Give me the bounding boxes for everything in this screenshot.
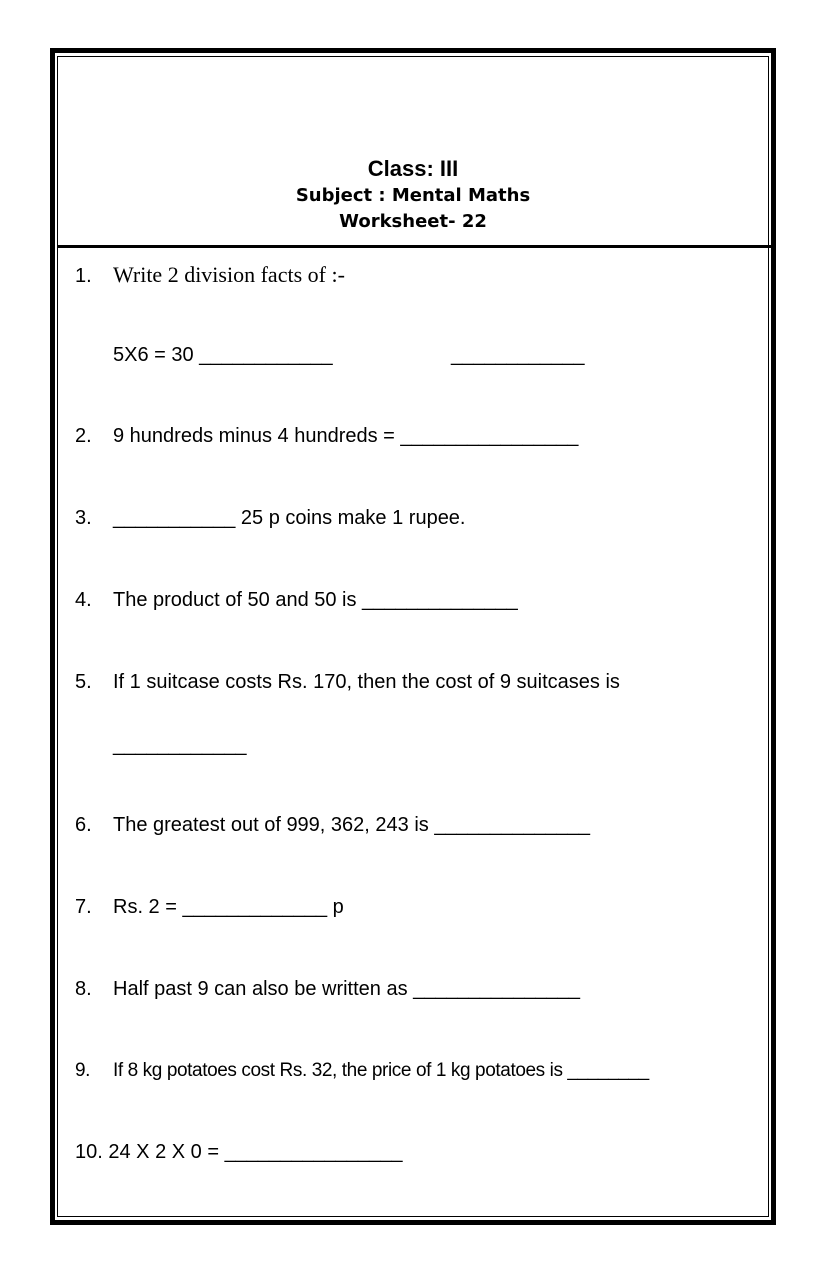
question-3: [75, 507, 466, 530]
question-number: 7.: [75, 896, 92, 918]
question-number: 9.: [75, 1060, 91, 1081]
question-4: [75, 589, 518, 612]
question-2: [75, 425, 578, 448]
question-text: ___________ 25 p coins make 1 rupee.: [113, 507, 466, 529]
answer-blank: ____________: [451, 344, 585, 366]
question-7: [75, 896, 344, 919]
class-title: Class: III: [367, 156, 459, 181]
subject-title: Subject : Mental Maths: [295, 185, 531, 206]
question-1: [75, 262, 345, 288]
answer-blank: 5X6 = 30 ____________: [113, 344, 333, 366]
question-10: [75, 1141, 403, 1164]
question-1-answer-line: [113, 344, 333, 367]
question-number: 5.: [75, 671, 92, 693]
question-text: If 1 suitcase costs Rs. 170, then the cost of 9 suitcases is: [113, 671, 620, 693]
question-text: 9 hundreds minus 4 hundreds = ________________: [113, 425, 579, 447]
question-text: Rs. 2 = _____________ p: [113, 896, 344, 918]
worksheet-header: [57, 155, 769, 235]
question-5: [75, 671, 620, 694]
question-5-answer-line: [113, 734, 246, 757]
question-number: 10.: [75, 1141, 103, 1163]
question-number: 4.: [75, 589, 92, 611]
question-1-answer-blank-2: [451, 344, 584, 367]
question-number: 3.: [75, 507, 92, 529]
question-text: Write 2 division facts of :-: [113, 262, 345, 287]
question-8: [75, 978, 580, 1001]
question-text: The product of 50 and 50 is ______________: [113, 589, 518, 611]
worksheet-number: Worksheet- 22: [339, 211, 487, 232]
header-divider: [57, 245, 775, 248]
question-text: Half past 9 can also be written as _______________: [113, 978, 581, 1000]
question-number: 2.: [75, 425, 92, 447]
question-text: 24 X 2 X 0 = ________________: [108, 1141, 403, 1163]
question-number: 8.: [75, 978, 92, 1000]
question-6: [75, 814, 590, 837]
question-text: The greatest out of 999, 362, 243 is ______________: [113, 814, 591, 836]
question-number: 1.: [75, 265, 92, 287]
question-text: If 8 kg potatoes cost Rs. 32, the price of 1 kg potatoes is ________: [113, 1060, 649, 1081]
question-9: [75, 1060, 649, 1082]
answer-blank: ____________: [113, 734, 247, 756]
question-number: 6.: [75, 814, 92, 836]
